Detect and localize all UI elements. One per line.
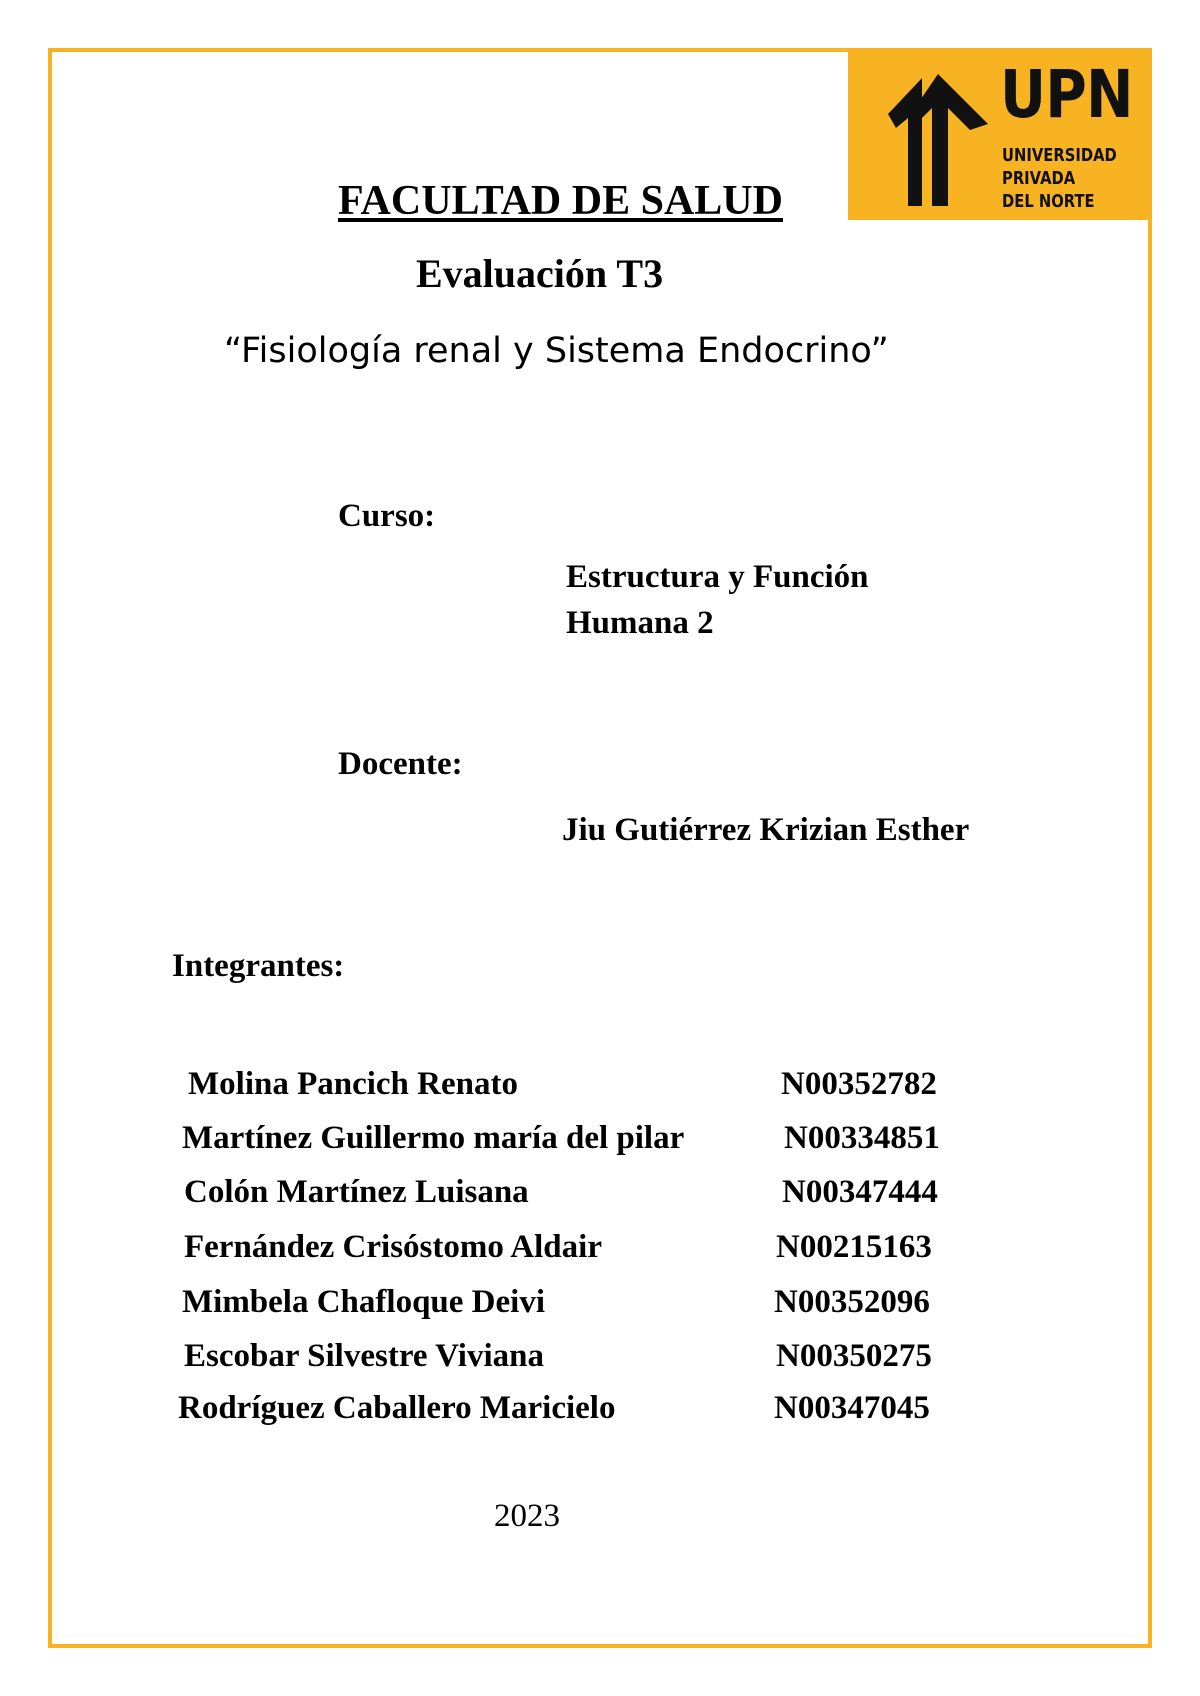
- logo-text-line-3: DEL NORTE: [1002, 191, 1095, 212]
- logo-acronym: UPN: [1000, 56, 1133, 133]
- course-value-line-1: Estructura y Función: [566, 559, 869, 595]
- members-label: Integrantes:: [172, 948, 345, 984]
- course-label: Curso:: [338, 498, 436, 534]
- teacher-label: Docente:: [338, 746, 463, 782]
- member-id: N00352782: [781, 1066, 937, 1102]
- logo-text-line-1: UNIVERSIDAD: [1002, 145, 1117, 166]
- member-id: N00215163: [776, 1229, 932, 1265]
- member-name: Mimbela Chafloque Deivi: [182, 1284, 545, 1320]
- member-id: N00347045: [774, 1390, 930, 1426]
- topic-title: “Fisiología renal y Sistema Endocrino”: [224, 331, 889, 371]
- teacher-value: Jiu Gutiérrez Krizian Esther: [562, 812, 970, 848]
- faculty-title: FACULTAD DE SALUD: [338, 178, 783, 224]
- member-name: Molina Pancich Renato: [188, 1066, 518, 1102]
- university-logo: [848, 52, 1148, 220]
- member-name: Fernández Crisóstomo Aldair: [184, 1229, 602, 1265]
- member-name: Escobar Silvestre Viviana: [184, 1338, 544, 1374]
- member-name: Martínez Guillermo maría del pilar: [182, 1120, 685, 1156]
- evaluation-title: Evaluación T3: [416, 251, 664, 296]
- course-value: [566, 555, 869, 646]
- member-id: N00352096: [774, 1284, 930, 1320]
- logo-text-line-2: PRIVADA: [1002, 168, 1076, 189]
- member-id: N00347444: [782, 1174, 938, 1210]
- document-year: 2023: [494, 1498, 560, 1534]
- member-name: Rodríguez Caballero Maricielo: [178, 1390, 616, 1426]
- member-name: Colón Martínez Luisana: [184, 1174, 529, 1210]
- upn-arrow-logo-icon: [888, 74, 988, 206]
- member-id: N00334851: [784, 1120, 940, 1156]
- course-value-line-2: Humana 2: [566, 604, 714, 641]
- member-id: N00350275: [776, 1338, 932, 1374]
